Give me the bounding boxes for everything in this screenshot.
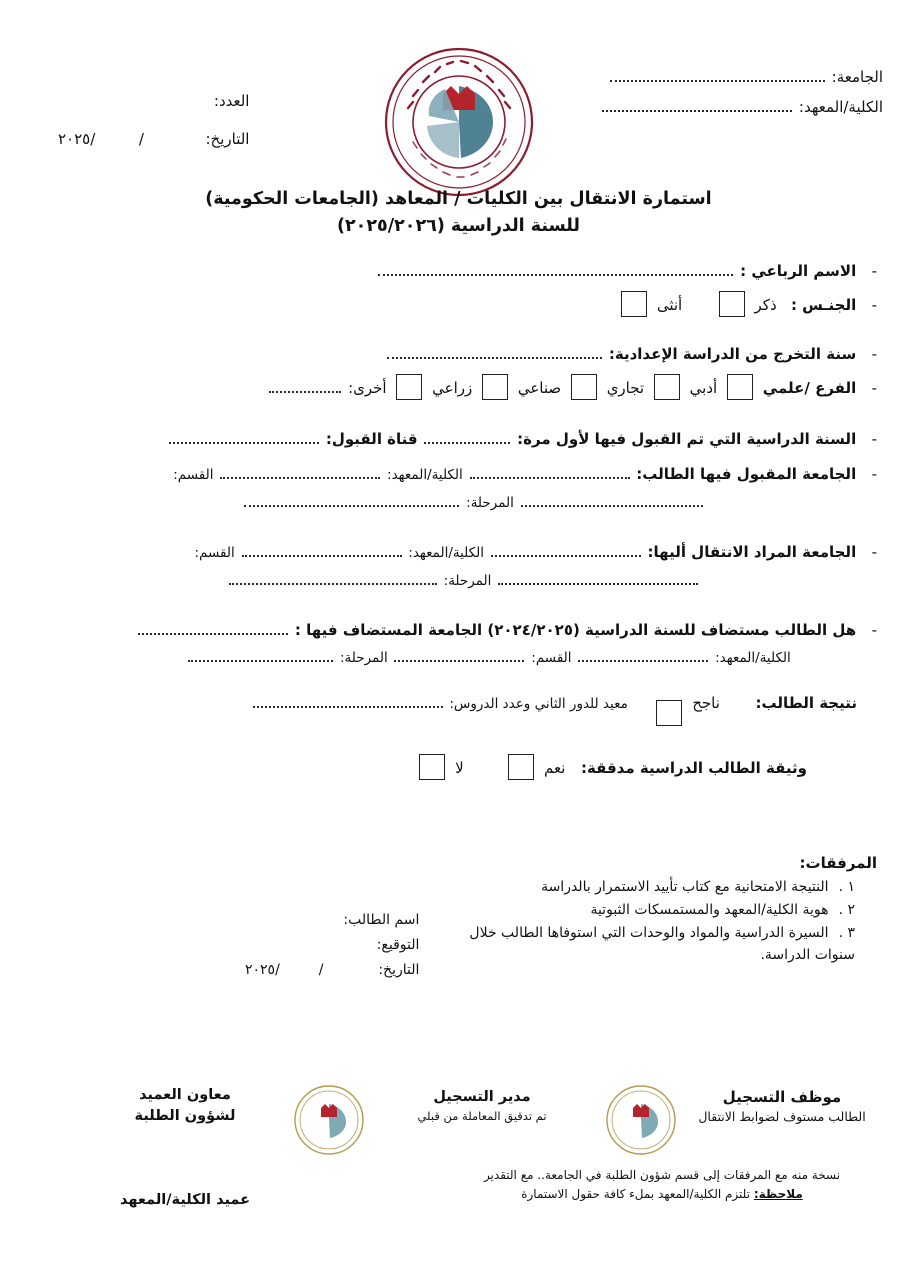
hosted-department-input-line[interactable]: [394, 649, 524, 662]
dean-title: عميد الكلية/المعهد: [119, 1192, 250, 1208]
field-admitted-university: - الجامعة المقبول فيها الطالب: الكلية/المعهد: القسم:: [173, 465, 877, 483]
header-left-block: [58, 82, 249, 158]
registrar-director-subtitle: تم تدقيق المعاملة من قبلي: [417, 1109, 547, 1123]
registrar-director-block: [387, 1088, 577, 1126]
result-label: نتيجة الطالب:: [755, 694, 857, 712]
gender-female-checkbox[interactable]: [621, 291, 647, 317]
number-field-row: [58, 82, 249, 120]
branch-other-checkbox[interactable]: [396, 374, 422, 400]
branch-label: الفرع /علمي: [762, 379, 857, 397]
field-hosted-details: [40, 644, 877, 672]
doc-no-checkbox[interactable]: [419, 754, 445, 780]
field-gender: - الجنـس : ذكر أنثى: [40, 291, 877, 319]
attachment-text: هوية الكلية/المعهد والمستمسكات الثبوتية: [590, 902, 829, 918]
attachments-section: [457, 852, 877, 967]
doc-verified-label: وثيقة الطالب الدراسية مدققة:: [580, 759, 807, 777]
admitted-university-input-line[interactable]: [470, 466, 630, 479]
field-admitted-stage: [40, 489, 877, 517]
title-line-1: استمارة الانتقال بين الكليات / المعاهد (الجامعات الحكومية): [205, 189, 712, 209]
vice-dean-line-1: معاون العميد: [139, 1087, 231, 1103]
target-department-label: القسم:: [194, 545, 235, 561]
student-signature-block: [245, 908, 419, 983]
student-date-slash[interactable]: /: [318, 962, 324, 978]
hosted-department-label: القسم:: [531, 650, 572, 666]
college-input-line[interactable]: [602, 99, 792, 112]
field-graduation-year: - سنة التخرج من الدراسة الإعدادية:: [40, 341, 877, 368]
first-admission-input-line[interactable]: [424, 431, 510, 444]
date-slash[interactable]: /: [138, 130, 144, 148]
hosted-question-label: هل الطالب مستضاف للسنة الدراسية (٢٠٢٤/٢٠٢٥) الجامعة المستضاف فيها :: [294, 621, 857, 639]
registrar-officer-subtitle: الطالب مستوف لضوابط الانتقال: [698, 1109, 866, 1124]
target-college-label: الكلية/المعهد:: [408, 545, 484, 561]
full-name-label: الاسم الرباعي :: [740, 262, 857, 280]
dean-block: [110, 1192, 260, 1208]
first-admission-label: السنة الدراسية التي تم القبول فيها لأول مرة:: [517, 430, 857, 448]
admission-channel-label: قناة القبول:: [325, 430, 418, 448]
vice-dean-line-2: لشؤون الطلبة: [134, 1108, 236, 1124]
branch-industrial-label: صناعي: [517, 379, 562, 397]
field-document-verified: [40, 754, 877, 782]
iraqi-ministry-higher-education-emblem: [383, 46, 535, 198]
admitted-university-label: الجامعة المقبول فيها الطالب:: [636, 465, 857, 483]
doc-no-label: لا: [455, 759, 464, 777]
target-stage-label: المرحلة:: [443, 573, 492, 589]
admitted-college-input-line[interactable]: [220, 466, 380, 479]
registrar-officer-title: موظف التسجيل: [722, 1088, 842, 1106]
graduation-year-label: سنة التخرج من الدراسة الإعدادية:: [608, 345, 857, 363]
student-sign-row: [245, 933, 419, 958]
date-field-row: [58, 120, 249, 158]
footer-notes: [447, 1166, 877, 1204]
attachments-list: [457, 876, 877, 966]
emblem-stamp-right: [293, 1084, 365, 1156]
branch-other-input-line[interactable]: [269, 380, 341, 393]
copy-note-line: نسخة منه مع المرفقات إلى قسم شؤون الطلبة في الجامعة.. مع التقدير: [483, 1168, 841, 1182]
branch-agricultural-label: زراعي: [432, 379, 473, 397]
target-college-input-line[interactable]: [242, 544, 402, 557]
field-student-result: [40, 690, 877, 726]
college-field-row: [600, 92, 883, 122]
branch-scientific-checkbox[interactable]: [727, 374, 753, 400]
student-signature-label: التوقيع:: [376, 937, 420, 953]
list-item: [457, 876, 855, 898]
full-name-input-line[interactable]: [378, 263, 733, 276]
page-title: [0, 186, 917, 240]
attachment-number: ٢ .: [838, 902, 855, 918]
branch-literary-checkbox[interactable]: [654, 374, 680, 400]
gender-label: الجنـس :: [790, 296, 857, 314]
note-label: ملاحظة:: [753, 1187, 803, 1201]
list-item: [457, 922, 855, 966]
list-item: [457, 899, 855, 921]
field-branch: - الفرع /علمي أدبي تجاري صناعي زراعي أخرى:: [40, 374, 877, 402]
field-target-university: - الجامعة المراد الانتقال أليها: الكلية/المعهد: القسم:: [194, 543, 877, 561]
student-name-row: [245, 908, 419, 933]
hosted-university-input-line[interactable]: [138, 622, 288, 635]
branch-other-label: أخرى:: [348, 379, 387, 397]
registrar-director-title: مدير التسجيل: [433, 1089, 531, 1105]
field-target-stage: [40, 567, 877, 595]
admitted-department-input-line[interactable]: [521, 494, 703, 507]
header-right-block: [600, 62, 883, 122]
admitted-stage-input-line[interactable]: [244, 494, 459, 507]
number-label: العدد:: [213, 92, 250, 110]
graduation-year-input-line[interactable]: [387, 346, 602, 359]
target-department-input-line[interactable]: [498, 572, 698, 585]
branch-commercial-checkbox[interactable]: [571, 374, 597, 400]
branch-literary-label: أدبي: [689, 379, 718, 397]
registrar-officer-block: [687, 1088, 877, 1126]
vice-dean-block: [110, 1085, 260, 1127]
university-field-row: [600, 62, 883, 92]
admitted-stage-label: المرحلة:: [466, 495, 514, 511]
branch-industrial-checkbox[interactable]: [482, 374, 508, 400]
note-text: تلتزم الكلية/المعهد بملء كافة حقول الاستمارة: [521, 1187, 750, 1201]
gender-male-label: ذكر: [754, 296, 777, 314]
university-input-line[interactable]: [610, 69, 825, 82]
field-first-admission: - السنة الدراسية التي تم القبول فيها لأول مرة: قناة القبول:: [40, 426, 877, 453]
student-name-label: اسم الطالب:: [343, 912, 420, 928]
hosted-college-input-line[interactable]: [578, 649, 708, 662]
doc-yes-checkbox[interactable]: [508, 754, 534, 780]
target-stage-input-line[interactable]: [229, 572, 437, 585]
note-line: [447, 1185, 877, 1204]
gender-male-checkbox[interactable]: [719, 291, 745, 317]
target-university-input-line[interactable]: [491, 544, 641, 557]
student-date-row: [245, 958, 419, 983]
title-line-2: للسنة الدراسية (٢٠٢٥/٢٠٢٦): [336, 216, 581, 236]
result-pass-checkbox[interactable]: [656, 700, 682, 726]
result-pass-label: ناجح: [692, 694, 720, 712]
field-hosted-question: - هل الطالب مستضاف للسنة الدراسية (٢٠٢٤/٢٠٢٥) الجامعة المستضاف فيها :: [40, 617, 877, 644]
admitted-department-label: القسم:: [173, 467, 214, 483]
branch-commercial-label: تجاري: [606, 379, 645, 397]
hosted-stage-label: المرحلة:: [339, 650, 388, 666]
student-date-label: التاريخ:: [378, 962, 420, 978]
result-repeat-label: معيد للدور الثاني وعدد الدروس:: [449, 696, 628, 712]
gender-female-label: أنثى: [656, 296, 683, 314]
attachment-number: ٣ .: [838, 925, 855, 941]
student-date-year[interactable]: /٢٠٢٥: [245, 962, 280, 978]
date-year[interactable]: /٢٠٢٥: [58, 130, 96, 148]
attachment-text: السيرة الدراسية والمواد والوحدات التي استوفاها الطالب خلال سنوات الدراسة.: [469, 925, 855, 963]
doc-yes-label: نعم: [544, 759, 566, 777]
college-label: الكلية/المعهد:: [798, 98, 883, 116]
target-university-label: الجامعة المراد الانتقال أليها:: [647, 543, 857, 561]
admitted-college-label: الكلية/المعهد:: [387, 467, 463, 483]
university-label: الجامعة:: [831, 68, 883, 86]
field-full-name: - الاسم الرباعي :: [40, 258, 877, 285]
date-label: التاريخ:: [205, 130, 250, 148]
hosted-college-label: الكلية/المعهد:: [715, 650, 791, 666]
admission-channel-input-line[interactable]: [169, 431, 319, 444]
attachment-text: النتيجة الامتحانية مع كتاب تأييد الاستمرار بالدراسة: [541, 879, 829, 895]
hosted-stage-input-line[interactable]: [188, 649, 333, 662]
attachment-number: ١ .: [838, 879, 855, 895]
emblem-stamp-middle: [605, 1084, 677, 1156]
result-repeat-input-line[interactable]: [253, 695, 443, 708]
form-body: [40, 258, 877, 784]
attachments-title: المرفقات:: [799, 854, 877, 872]
